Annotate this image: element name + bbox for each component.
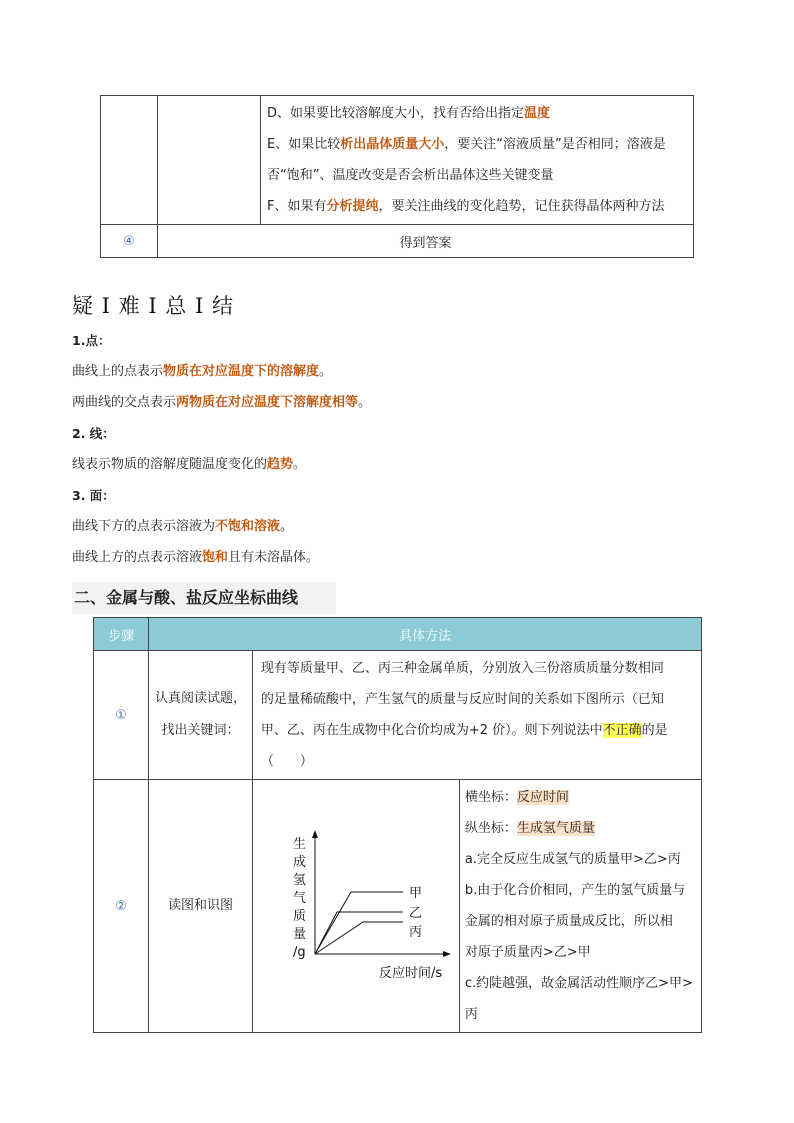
highlighted-text: 温度: [524, 106, 551, 121]
text-segment: 线表示物质的溶解度随温度变化的: [72, 457, 268, 472]
table-row: [101, 96, 694, 225]
rich-line: [465, 813, 697, 844]
highlighted-text: 生成氢气质量: [516, 821, 595, 836]
highlighted-text: 饱和: [202, 550, 229, 565]
point-label: 1.点：: [72, 333, 111, 348]
header-method: 具体方法: [149, 618, 702, 651]
table-header-row: [94, 618, 702, 651]
series-label: 丙: [408, 925, 422, 940]
table-row: [101, 225, 694, 258]
y-axis-label-char: 成: [292, 855, 306, 870]
highlighted-text: 两物质在对应温度下溶解度相等: [176, 395, 359, 410]
rich-line: [72, 518, 722, 549]
rich-line: [267, 129, 687, 160]
highlighted-text: 反应时间: [516, 790, 569, 805]
series-label: 甲: [408, 886, 422, 901]
text-segment: 否“饱和”、温度改变是否会析出晶体这些关键变量: [267, 168, 554, 183]
surface-label: 3. 面：: [72, 488, 115, 503]
highlighted-text: 不饱和溶液: [215, 519, 281, 534]
notes-cell: [459, 780, 701, 1033]
step-number: ④: [101, 225, 158, 258]
top-table: [100, 95, 694, 258]
text-segment: 的足量稀硫酸中，产生氢气的质量与反应时间的关系如下图所示（已知: [260, 692, 664, 707]
step-title: [149, 651, 253, 780]
text-segment: 。: [319, 364, 333, 379]
text-segment: 曲线上方的点表示溶液: [72, 550, 203, 565]
rich-line: [465, 937, 697, 968]
rich-line: [465, 782, 697, 813]
highlighted-text: 不正确: [602, 723, 642, 738]
summary-heading: 疑 I 难 I 总 I 结: [72, 294, 234, 318]
step-result: 得到答案: [158, 225, 694, 258]
text-segment: 对原子质量丙>乙>甲: [464, 945, 591, 960]
text-segment: c.约陡越强，故金属活动性顺序乙>甲>: [464, 976, 693, 991]
step-number: ②: [94, 780, 149, 1033]
rich-line: [267, 191, 687, 222]
top-table-text-cell: [261, 96, 694, 225]
line-label: 2. 线：: [72, 426, 115, 441]
text-segment: 现有等质量甲、乙、丙三种金属单质，分别放入三份溶质质量分数相同: [260, 661, 664, 676]
summary-section: [72, 290, 722, 580]
y-axis-label-char: 氢: [292, 873, 306, 888]
rich-line: [465, 875, 697, 906]
rich-line: [261, 684, 693, 715]
highlighted-text: 分析提纯: [326, 199, 379, 214]
problem-text: [252, 651, 701, 780]
step-title-line: 认真阅读试题，: [155, 691, 247, 706]
text-segment: b.由于化合价相同，产生的氢气质量与: [464, 883, 686, 898]
text-segment: 。: [280, 519, 294, 534]
rich-line: [72, 456, 722, 487]
table-cell-empty: [158, 96, 261, 225]
rich-line: [261, 653, 693, 684]
text-segment: 丙: [464, 1007, 478, 1022]
curve-bing: [315, 922, 403, 954]
highlighted-text: 物质在对应温度下的溶解度: [163, 364, 320, 379]
rich-line: [465, 906, 697, 937]
table-cell-empty: [101, 96, 158, 225]
header-step: 步骤: [94, 618, 149, 651]
text-segment: D、如果要比较溶解度大小，找有否给出指定: [267, 106, 525, 121]
text-segment: 金属的相对原子质量成反比，所以相: [464, 914, 673, 929]
text-segment: 两曲线的交点表示: [72, 395, 177, 410]
rich-line: [72, 394, 722, 425]
curve-yi: [315, 912, 403, 954]
table-row: [94, 651, 702, 780]
highlighted-text: 趋势: [267, 457, 294, 472]
rich-line: [465, 999, 697, 1030]
x-axis-arrow-icon: [443, 951, 451, 957]
rich-line: [72, 363, 722, 394]
text-segment: 且有未溶晶体。: [228, 550, 320, 565]
graph-cell: [252, 780, 459, 1033]
text-segment: （ ）: [260, 754, 313, 769]
section-heading: 二、金属与酸、盐反应坐标曲线: [72, 582, 336, 614]
highlighted-text: 析出晶体质量大小: [340, 137, 445, 152]
rich-line: [267, 160, 687, 191]
rich-line: [465, 968, 697, 999]
y-axis-label-char: 生: [292, 837, 306, 852]
text-segment: ，要关注“溶液质量”是否相同；溶液是: [444, 137, 666, 152]
table-row: [94, 780, 702, 1033]
rich-line: [261, 715, 693, 746]
text-segment: 。: [358, 395, 372, 410]
text-segment: a.完全反应生成氢气的质量甲>乙>丙: [464, 852, 681, 867]
text-segment: F、如果有: [267, 199, 327, 214]
step-number: ①: [94, 651, 149, 780]
y-axis-label-char: 气: [292, 891, 306, 906]
method-table: [93, 617, 702, 1033]
text-segment: E、如果比较: [267, 137, 341, 152]
hydrogen-graph: [253, 780, 459, 1028]
text-segment: 甲、乙、丙在生成物中化合价均成为+2 价）。则下列说法中: [260, 723, 603, 738]
rich-line: [72, 549, 722, 580]
text-segment: 横坐标：: [464, 790, 517, 805]
y-axis-label-char: /g: [292, 945, 306, 960]
y-axis-label-char: 质: [292, 909, 306, 924]
text-segment: 曲线上的点表示: [72, 364, 164, 379]
x-axis-label: 反应时间/s: [378, 966, 442, 981]
y-axis-label-char: 量: [292, 927, 306, 942]
series-label: 乙: [408, 906, 422, 921]
step-title-line: 找出关键词：: [161, 723, 240, 738]
rich-line: [261, 746, 693, 777]
rich-line: [465, 844, 697, 875]
text-segment: ，要关注曲线的变化趋势，记住获得晶体两种方法: [378, 199, 665, 214]
text-segment: 。: [293, 457, 307, 472]
text-segment: 曲线下方的点表示溶液为: [72, 519, 216, 534]
y-axis-arrow-icon: [312, 830, 318, 838]
text-segment: 纵坐标：: [464, 821, 517, 836]
step-title: 读图和识图: [149, 780, 253, 1033]
text-segment: 的是: [641, 723, 668, 738]
rich-line: [267, 98, 687, 129]
